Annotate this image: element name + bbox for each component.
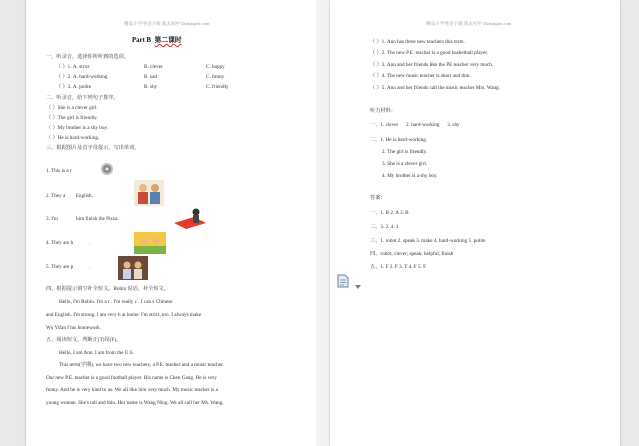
listening-line: 3. She is a clever girl. xyxy=(382,161,428,167)
fill-item: 4. They are h . xyxy=(46,240,91,246)
document-page-2 xyxy=(330,0,620,446)
section-3-heading: 三、根据图片及首字母提示，写出单词。 xyxy=(46,145,140,151)
order-item: （ ）She is a clever girl. xyxy=(46,105,98,111)
section-5-heading: 五、阅读短文，判断正(T)误(F)。 xyxy=(46,337,122,343)
paragraph-line: This term(学期), we have two new teachers, a P.E. teacher and a music teacher. xyxy=(59,362,224,368)
robot-picture xyxy=(172,207,208,229)
page-header: 精品小学英语下载 就去初中 Dzhanglei.com xyxy=(124,21,210,26)
paragraph-line: young woman. She's tall and thin. Her name is Wang Ning. We all call her Ms. Wang. xyxy=(46,400,224,406)
order-item: （ ）My brother is a shy boy. xyxy=(46,125,109,131)
disc-picture xyxy=(100,162,114,176)
paragraph-line: Hello, I'm Robin. I'm a r . I'm really c . I can s Chinese xyxy=(59,299,173,305)
page-gutter xyxy=(316,0,330,446)
order-item: （ ）He is hard-working. xyxy=(46,135,100,141)
page-header: 精品小学英语下载 就去初中 Dzhanglei.com xyxy=(426,21,512,26)
fill-item: 1. This is a r xyxy=(46,168,72,174)
tf-item: （ ）5. Ann and her friends call the music teacher Mrs. Wang. xyxy=(370,85,501,91)
listening-line: 4. My brother is a shy boy. xyxy=(382,173,438,179)
order-item: （ ）The girl is friendly. xyxy=(46,115,98,121)
paragraph-line: and English. I'm strong. I am very h at home. I'm strict, too. I always make xyxy=(46,312,202,318)
answer-line: 一、1. B 2. A 3. B xyxy=(370,210,409,216)
tf-item: （ ）3. Ann and her friends like the PE teacher very much. xyxy=(370,62,494,68)
section-1-heading: 一、听录音，选择你所听到的选项。 xyxy=(46,54,130,60)
answer-line: 五、1. F 2. F 3. T 4. F 5. F xyxy=(370,264,427,270)
tf-item: （ ）4. The new music teacher is short and thin. xyxy=(370,73,471,79)
tf-item: （ ）1. Ann has three new teachers this term. xyxy=(370,39,465,45)
tf-item: （ ）2. The new P.E. teacher is a good basketball player. xyxy=(370,50,489,56)
answer-line: 四、robot; clever; speak; helpful; finish xyxy=(370,251,454,257)
answer-line: 三、1. robot 2. speak 3. make 4. hard-working 5. polite xyxy=(370,238,486,244)
paragraph-line: funny. And he is very kind to us. We all like him very much. My music teacher is a xyxy=(46,387,218,393)
page-title: Part B 第二课时 xyxy=(132,37,182,44)
section-2-heading: 二、听录音，给下列句子排序。 xyxy=(46,95,119,101)
dropdown-arrow-icon[interactable] xyxy=(355,285,361,289)
polite-picture xyxy=(118,256,148,280)
people-picture xyxy=(134,180,164,206)
fill-item: 5. They are p . xyxy=(46,264,91,270)
fill-item: 2. They a English. xyxy=(46,193,93,199)
document-icon[interactable] xyxy=(337,274,349,288)
section-4-heading: 四、根据提示填空补全短文。Robin 说话，补全短文。 xyxy=(46,286,169,292)
listening-2-title: 二、1. He is hard-working. xyxy=(370,137,428,143)
answer-line: 二、3. 2. 4. 1 xyxy=(370,224,399,230)
listening-line: 2. The girl is friendly. xyxy=(382,149,428,155)
fill-item: 3. I'm him finish the Pizza. xyxy=(46,216,119,222)
paragraph-line: Our new P.E. teacher is a good football player. His name is Chen Gang. He is very xyxy=(46,375,217,381)
answers-title: 答案： xyxy=(370,195,386,201)
listening-1: 一、1. clever 2. hard-working 3. shy xyxy=(370,122,460,128)
paragraph-line: Hello, I am Ann. I am from the U.S. xyxy=(59,350,134,356)
helpers-picture xyxy=(134,232,166,254)
listening-title: 听力材料： xyxy=(370,108,396,114)
paragraph-line: Wu Yifan f his homework. xyxy=(46,325,102,331)
document-page-1: 精品小学英语下载 就去初中 Dzhanglei.com Part B 第二课时 一、听录音，选择你所听到的选项。 （ ）1. A. strict B. clever C. happy （ ）2. A. hard-working B. sad C. funny （ ）3. A. polite B. shy C. friendly 二、听录音，给下列句子排序。 （ ）She is a clever girl. （ ）The girl is friendly. （ ）My brother is a shy boy. （ ）He is hard-working. 三、根据图片及首字母提示，写出单词。 1. This is a r 2. They a English. 3. I'm him finish the Pizza. 4. They are h . 5. They are p . 四、根据提示填空补全短文。Robin 说话，补全短文。 Hello, I'm Robin. I'm a r . I'm really c . I can s Chinese and English. I'm strong. I am very h at home. I'm strict, too. I always make Wu Yifan f his homework. 五、阅读短文，判断正(T)误(F)。 Hello, I am Ann. I am from the U.S. This term(学期), we have two new teachers, a P.E. teacher and a music teacher. Our new P.E. teacher is a good football player. His name is Chen Gang. He is very funny. And he is very kind to us. We all like him very much. My music teacher is a young woman. She's tall and thin. Her name is Wang Ning. We all call her Ms. Wang. xyxy=(26,0,316,446)
